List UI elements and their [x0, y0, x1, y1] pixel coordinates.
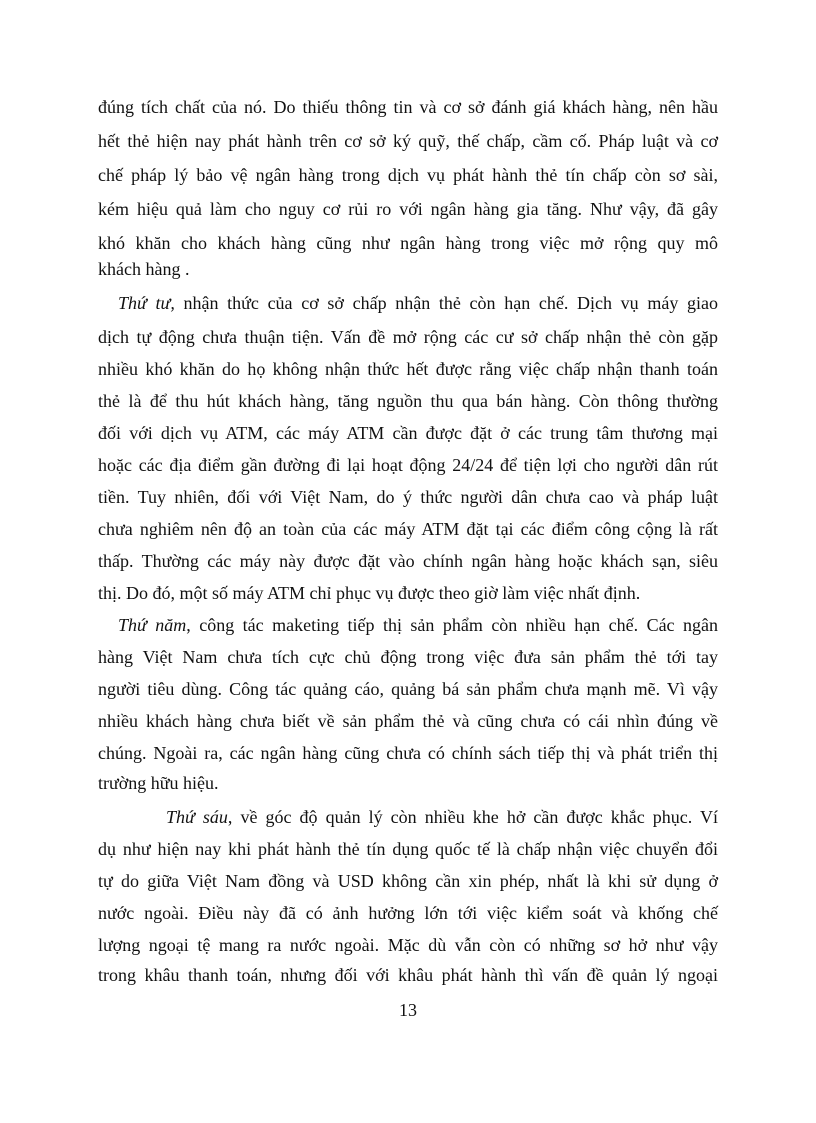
body-text-line: tiền. Tuy nhiên, đối với Việt Nam, do ý thức người dân chưa cao và pháp luật: [98, 487, 718, 507]
body-text-line: lượng ngoại tệ mang ra nước ngoài. Mặc dù vẫn còn có những sơ hở như vậy: [98, 935, 718, 955]
body-text-span: , về góc độ quản lý còn nhiều khe hở cần được khắc phục. Ví: [227, 807, 718, 827]
body-text-line: tự do giữa Việt Nam đồng và USD không cần xin phép, nhất là khi sử dụng ở: [98, 871, 718, 891]
body-text-line: trường hữu hiệu.: [98, 773, 219, 793]
body-text-line: kém hiệu quả làm cho nguy cơ rủi ro với ngân hàng gia tăng. Như vậy, đã gây: [98, 199, 718, 219]
body-text-line: thẻ là để thu hút khách hàng, tăng nguồn thu qua bán hàng. Còn thông thường: [98, 391, 718, 411]
paragraph-first-line: [118, 614, 718, 636]
body-text-line: thị. Do đó, một số máy ATM chỉ phục vụ được theo giờ làm việc nhất định.: [98, 583, 641, 603]
body-text-line: đúng tích chất của nó. Do thiếu thông tin và cơ sở đánh giá khách hàng, nên hầu: [98, 97, 718, 117]
paragraph-first-line: [118, 292, 718, 314]
paragraph-lead: Thứ năm: [118, 615, 187, 635]
body-text-line: nhiều khó khăn do họ không nhận thức hết được rằng việc chấp nhận thanh toán: [98, 359, 718, 379]
body-text-line: dụ như hiện nay khi phát hành thẻ tín dụng quốc tế là chấp nhận việc chuyển đổi: [98, 839, 718, 859]
body-text-line: nhiều khách hàng chưa biết về sản phẩm thẻ và cũng chưa có cái nhìn đúng về: [98, 711, 718, 731]
body-text-line: hết thẻ hiện nay phát hành trên cơ sở ký quỹ, thế chấp, cầm cố. Pháp luật và cơ: [98, 131, 718, 151]
body-text-line: đối với dịch vụ ATM, các máy ATM cần được đặt ở các trung tâm thương mại: [98, 423, 718, 443]
body-text-line: nước ngoài. Điều này đã có ảnh hưởng lớn tới việc kiểm soát và khống chế: [98, 903, 718, 923]
paragraph-lead: Thứ tư,: [118, 293, 175, 313]
body-text-span: , công tác maketing tiếp thị sản phẩm còn nhiều hạn chế. Các ngân: [186, 615, 718, 635]
body-text-line: khách hàng .: [98, 259, 190, 279]
body-text-line: chúng. Ngoài ra, các ngân hàng cũng chưa có chính sách tiếp thị và phát triển thị: [98, 743, 718, 763]
page-number: 13: [399, 1000, 417, 1020]
body-text-line: chưa nghiêm nên độ an toàn của các máy ATM đặt tại các điểm công cộng là rất: [98, 519, 718, 539]
body-text-line: khó khăn cho khách hàng cũng như ngân hàng trong việc mở rộng quy mô: [98, 233, 718, 253]
body-text-line: trong khâu thanh toán, nhưng đối với khâu phát hành thì vấn đề quản lý ngoại: [98, 965, 718, 985]
paragraph-first-line: [166, 806, 718, 828]
body-text-line: người tiêu dùng. Công tác quảng cáo, quảng bá sản phẩm chưa mạnh mẽ. Vì vậy: [98, 679, 718, 699]
body-text-span: nhận thức của cơ sở chấp nhận thẻ còn hạn chế. Dịch vụ máy giao: [174, 293, 718, 313]
body-text-line: dịch tự động chưa thuận tiện. Vấn đề mở rộng các cư sở chấp nhận thẻ còn gặp: [98, 327, 718, 347]
body-text-line: hàng Việt Nam chưa tích cực chủ động trong việc đưa sản phẩm thẻ tới tay: [98, 647, 718, 667]
body-text-line: hoặc các địa điểm gần đường đi lại hoạt động 24/24 để tiện lợi cho người dân rút: [98, 455, 718, 475]
body-text-line: thấp. Thường các máy này được đặt vào chính ngân hàng hoặc khách sạn, siêu: [98, 551, 718, 571]
body-text-line: chế pháp lý bảo vệ ngân hàng trong dịch vụ phát hành thẻ tín chấp còn sơ sài,: [98, 165, 718, 185]
paragraph-lead: Thứ sáu: [166, 807, 228, 827]
